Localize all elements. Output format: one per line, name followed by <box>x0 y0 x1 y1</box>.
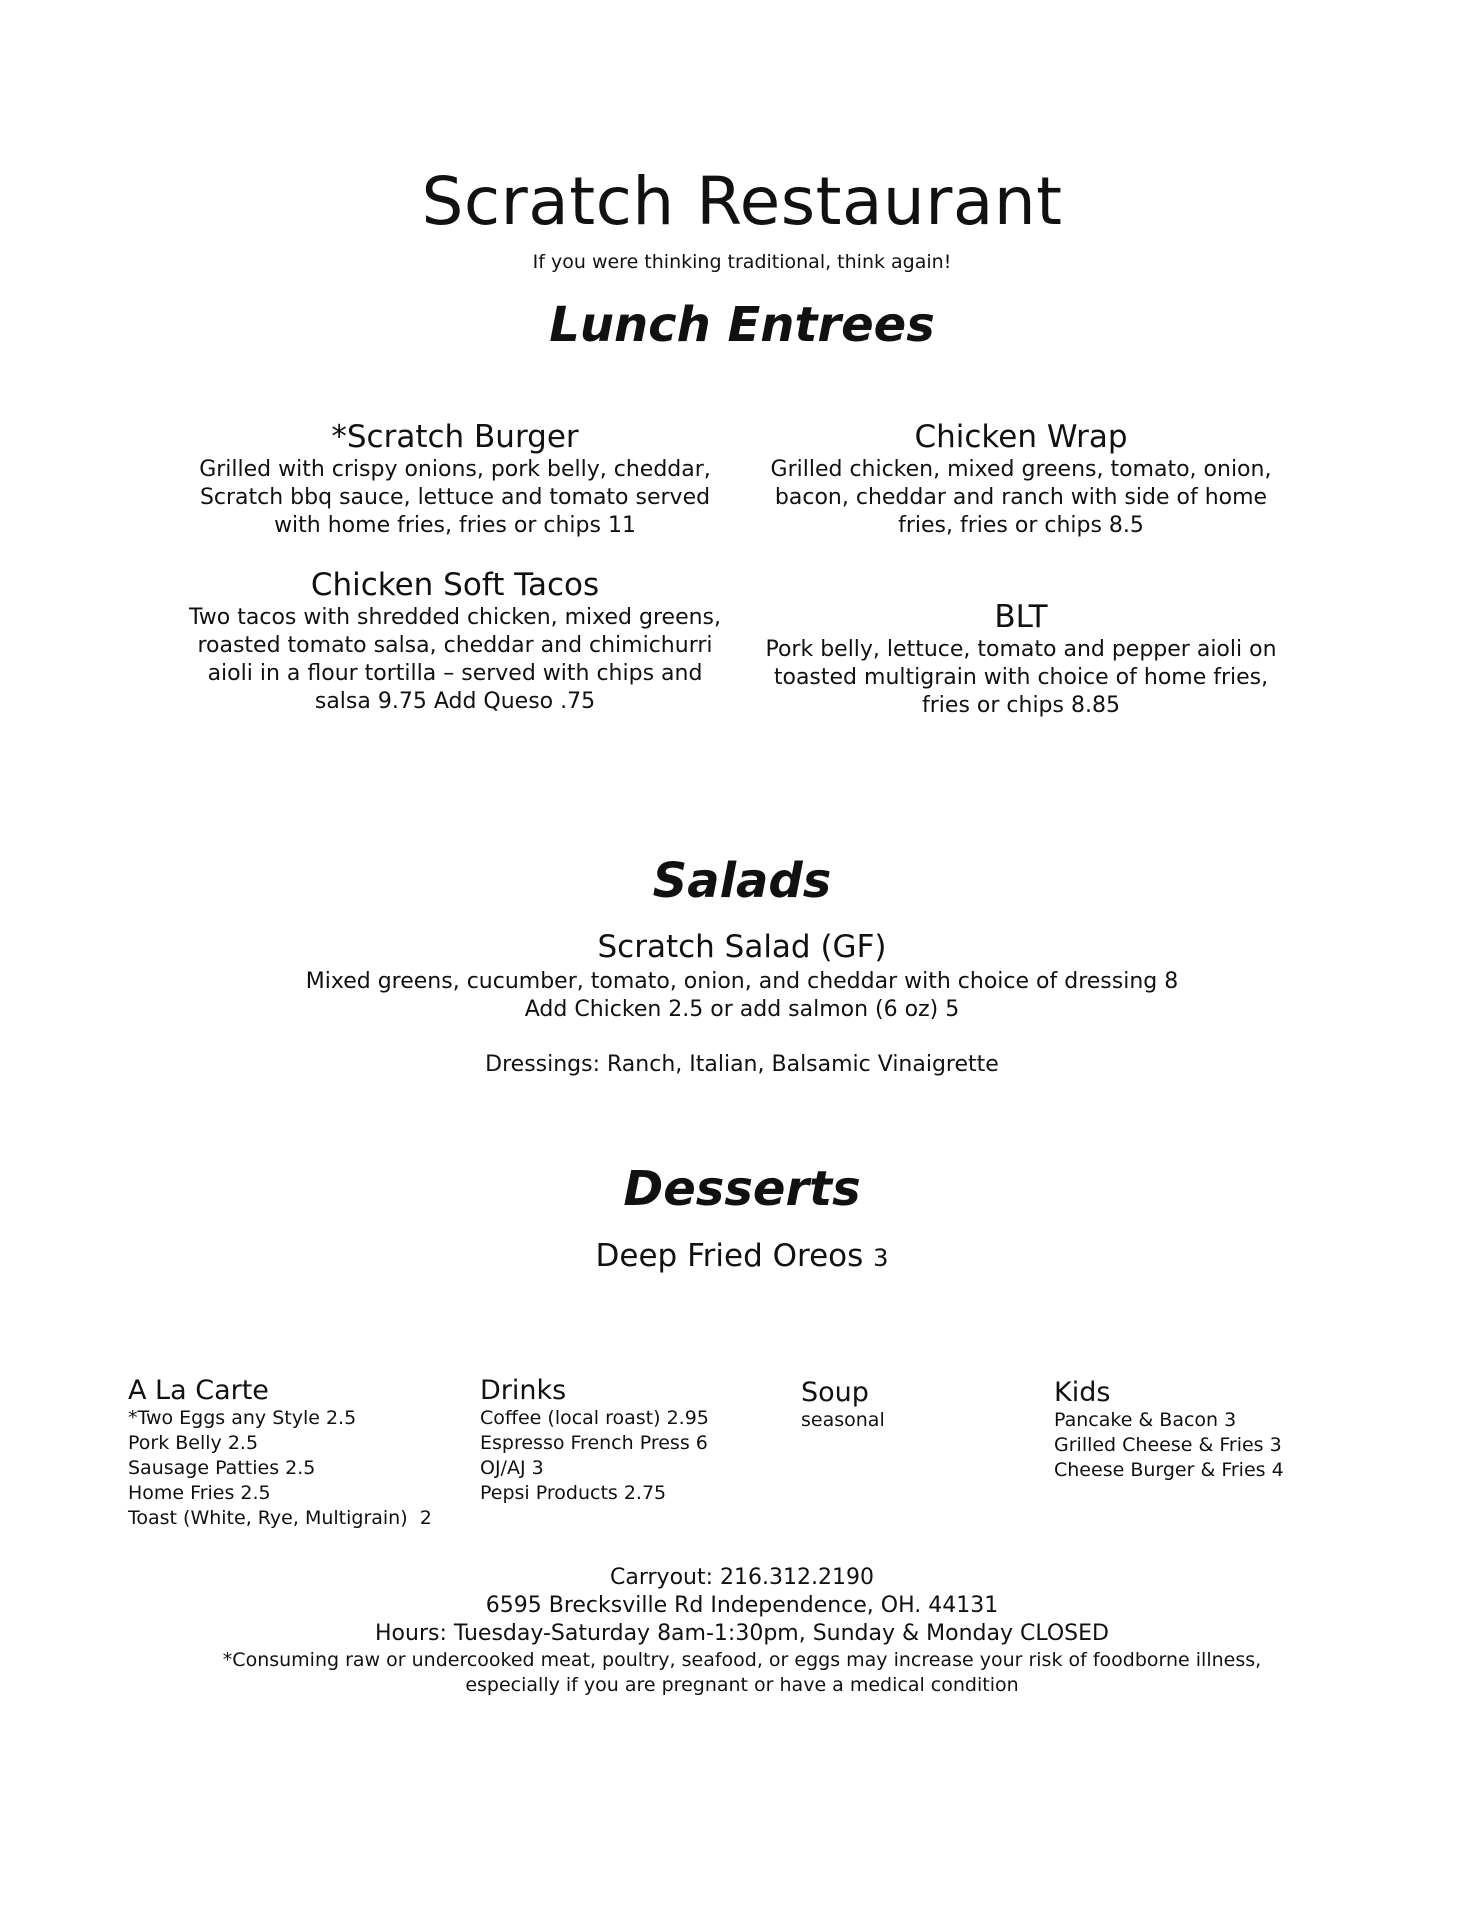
health-warning-line: especially if you are pregnant or have a medical condition <box>465 1674 1019 1696</box>
menu-item-name: *Scratch Burger <box>331 419 579 455</box>
menu-item-desc-line: aioli in a flour tortilla – served with chips and <box>207 661 703 686</box>
salad-desc-line: Mixed greens, cucumber, tomato, onion, and cheddar with choice of dressing 8 <box>305 969 1179 994</box>
menu-item-desc-line: toasted multigrain with choice of home fries, <box>773 665 1269 690</box>
tagline: If you were thinking traditional, think again! <box>532 251 952 273</box>
list-item: Sausage Patties 2.5 <box>128 1457 316 1479</box>
menu-item-desc-line: fries or chips 8.85 <box>922 693 1120 718</box>
health-warning-line: *Consuming raw or undercooked meat, poultry, seafood, or eggs may increase your risk of foodborne illness, <box>222 1649 1262 1671</box>
list-item: Cheese Burger & Fries 4 <box>1054 1459 1284 1481</box>
address: 6595 Brecksville Rd Independence, OH. 44131 <box>485 1593 999 1618</box>
salad-addon-line: Add Chicken 2.5 or add salmon (6 oz) 5 <box>524 997 960 1022</box>
salads-heading: Salads <box>652 853 832 909</box>
desserts-heading: Desserts <box>623 1161 861 1217</box>
carryout-phone: Carryout: 216.312.2190 <box>610 1565 874 1590</box>
menu-item-desc-line: salsa 9.75 Add Queso .75 <box>314 689 596 714</box>
list-item: Pancake & Bacon 3 <box>1054 1409 1237 1431</box>
column-title: A La Carte <box>128 1375 269 1406</box>
menu-item-scratch-burger <box>175 418 735 540</box>
list-item: *Two Eggs any Style 2.5 <box>128 1407 357 1429</box>
menu-item-desc-line: Grilled chicken, mixed greens, tomato, onion, <box>770 457 1272 482</box>
lunch-entrees-heading: Lunch Entrees <box>549 297 935 353</box>
column-title: Soup <box>801 1377 869 1408</box>
menu-item-blt <box>741 598 1301 720</box>
menu-item-desc-line: fries, fries or chips 8.5 <box>898 513 1144 538</box>
restaurant-title: Scratch Restaurant <box>421 163 1063 240</box>
drinks-column <box>480 1376 790 1506</box>
dessert-item <box>0 1236 1484 1278</box>
menu-item-name: BLT <box>994 599 1048 635</box>
list-item: Toast (White, Rye, Multigrain) 2 <box>128 1507 432 1529</box>
menu-item-desc-line: roasted tomato salsa, cheddar and chimichurri <box>197 633 713 658</box>
salad-dressings: Dressings: Ranch, Italian, Balsamic Vinaigrette <box>485 1052 999 1077</box>
menu-item-desc-line: Scratch bbq sauce, lettuce and tomato served <box>199 485 711 510</box>
list-item: Coffee (local roast) 2.95 <box>480 1407 709 1429</box>
menu-item-desc-line: Pork belly, lettuce, tomato and pepper aioli on <box>765 637 1277 662</box>
menu-item-chicken-soft-tacos <box>175 566 735 716</box>
list-item: seasonal <box>801 1409 885 1431</box>
list-item: Home Fries 2.5 <box>128 1482 271 1504</box>
menu-item-name: Chicken Wrap <box>914 419 1128 455</box>
menu-item-desc-line: bacon, cheddar and ranch with side of home <box>774 485 1268 510</box>
dessert-name: Deep Fried Oreos <box>595 1238 864 1274</box>
column-title: Drinks <box>480 1375 567 1406</box>
column-title: Kids <box>1054 1377 1111 1408</box>
list-item: Espresso French Press 6 <box>480 1432 708 1454</box>
menu-item-desc-line: with home fries, fries or chips 11 <box>274 513 636 538</box>
list-item: Grilled Cheese & Fries 3 <box>1054 1434 1282 1456</box>
list-item: OJ/AJ 3 <box>480 1457 544 1479</box>
hours: Hours: Tuesday-Saturday 8am-1:30pm, Sunday & Monday CLOSED <box>375 1621 1109 1646</box>
list-item: Pork Belly 2.5 <box>128 1432 259 1454</box>
salad-name: Scratch Salad (GF) <box>597 929 887 965</box>
kids-column <box>1054 1378 1384 1483</box>
menu-item-desc-line: Grilled with crispy onions, pork belly, cheddar, <box>199 457 711 482</box>
a-la-carte-column <box>128 1376 468 1531</box>
menu-item-desc-line: Two tacos with shredded chicken, mixed greens, <box>189 605 721 630</box>
menu-item-chicken-wrap <box>741 418 1301 540</box>
soup-column <box>801 1378 1021 1433</box>
dessert-price: 3 <box>873 1244 889 1272</box>
menu-item-name: Chicken Soft Tacos <box>310 567 600 603</box>
list-item: Pepsi Products 2.75 <box>480 1482 667 1504</box>
